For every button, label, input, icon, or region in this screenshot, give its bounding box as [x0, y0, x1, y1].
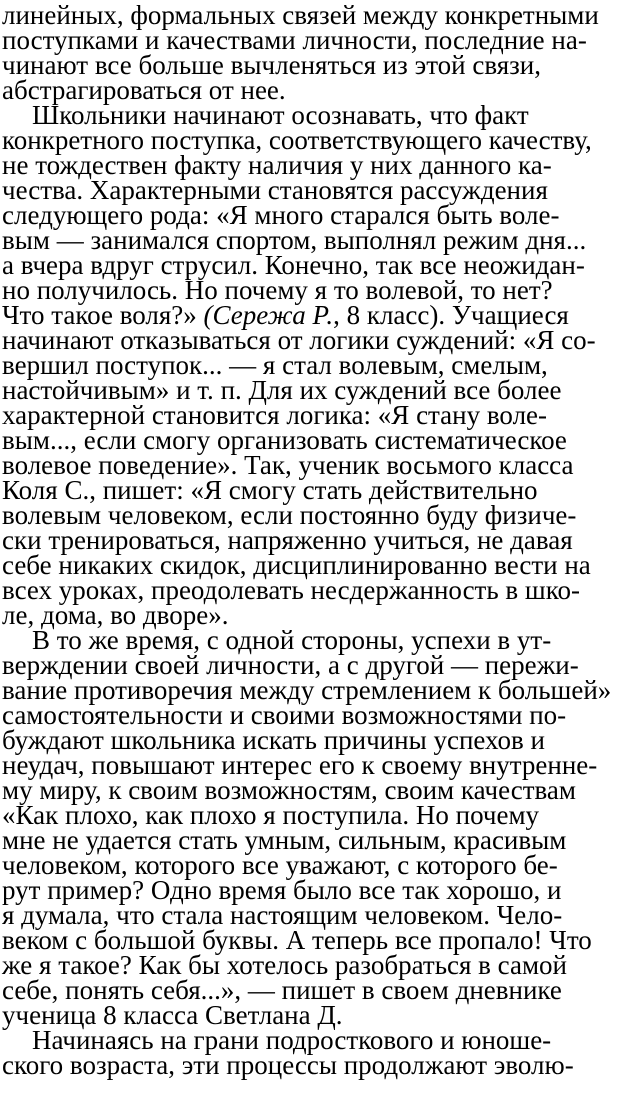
word: , [333, 300, 340, 330]
word: то [56, 625, 82, 655]
word: искать [242, 725, 317, 755]
word: я [262, 350, 276, 380]
word: своим [128, 775, 198, 805]
word: своему [381, 750, 463, 780]
word: себя...», [150, 975, 242, 1005]
word: «Я [216, 200, 248, 230]
word: Характерными [89, 175, 262, 205]
word: волевой, [365, 275, 464, 305]
word: бы [188, 950, 221, 980]
word: мне [2, 825, 46, 855]
word: рода: [149, 200, 210, 230]
word: вершил [2, 350, 89, 380]
word: большой [93, 925, 196, 955]
word: миру, [39, 775, 102, 805]
word: что [116, 900, 155, 930]
word: буждают [2, 725, 104, 755]
word: такое [51, 300, 113, 330]
word: них [370, 150, 413, 180]
word: поступила. [282, 800, 410, 830]
word: несдержанность [310, 575, 499, 605]
word: смогу [143, 425, 211, 455]
word: и [530, 725, 545, 755]
word: все [394, 925, 432, 955]
word: настоящим [229, 900, 358, 930]
word: и [440, 1025, 455, 1055]
word: своим [384, 775, 455, 805]
word: все [419, 250, 457, 280]
word: волевое [2, 450, 92, 480]
word: одной [225, 625, 295, 655]
word: поведение». [98, 450, 238, 480]
word: наличия [248, 150, 344, 180]
word: Коля [2, 475, 58, 505]
word: уроках, [58, 575, 145, 605]
word: ски [2, 525, 42, 555]
word: поступок... [95, 350, 223, 380]
word: линейных, [2, 0, 124, 30]
word: связей [282, 0, 357, 30]
word: воле- [499, 200, 560, 230]
word: Одно [150, 875, 212, 905]
word: вычленяться [230, 50, 376, 80]
word: дворе». [142, 600, 229, 630]
word: воля?» [119, 300, 197, 330]
word: смелым, [451, 350, 548, 380]
word: чества. [2, 175, 84, 205]
word: между [239, 675, 315, 705]
word: никаких [58, 550, 154, 580]
word: личности, [302, 25, 418, 55]
word: тренироваться, [48, 525, 221, 555]
word: теперь [312, 925, 389, 955]
word: «Как [2, 800, 59, 830]
word: внутренне- [469, 750, 598, 780]
word: Начинаясь [32, 1025, 154, 1055]
word: пишет [281, 975, 356, 1005]
word: напряженно [227, 525, 367, 555]
word: пропало! [438, 925, 543, 955]
word: другой [365, 650, 445, 680]
word: чинают [2, 50, 89, 80]
word: дисциплинированно [253, 550, 488, 580]
word: своими [250, 700, 335, 730]
word: Школьники [32, 100, 167, 130]
word: логики [309, 325, 390, 355]
word: класс). [366, 300, 446, 330]
word: Как [138, 950, 182, 980]
word: всех [2, 575, 53, 605]
word: ученик [298, 450, 380, 480]
word: а [327, 650, 340, 680]
word: повышают [91, 750, 215, 780]
word: неожидан- [463, 250, 585, 280]
word: пишет: [102, 475, 184, 505]
word: как [145, 800, 184, 830]
word: восьмого [386, 450, 492, 480]
word: не [2, 150, 29, 180]
word: А [285, 925, 306, 955]
word: возможностям, [204, 775, 378, 805]
word: которого [415, 850, 517, 880]
word: на [564, 550, 591, 580]
word: ле, [2, 600, 35, 630]
word: юноше- [461, 1025, 552, 1055]
word: вдруг [90, 250, 154, 280]
word: в [505, 575, 519, 605]
word: все [453, 375, 491, 405]
word-gap [175, 1050, 182, 1080]
word: эти [181, 1050, 220, 1080]
word: скидок, [159, 550, 247, 580]
word: спортом, [215, 225, 318, 255]
word: Конечно, [264, 250, 369, 280]
word: хотелось [226, 950, 329, 980]
word: что [429, 100, 468, 130]
word: Что [2, 300, 45, 330]
word: занимался [90, 225, 210, 255]
word: связи, [472, 50, 542, 80]
word: дня... [525, 225, 587, 255]
word: дома, [40, 600, 104, 630]
word: все [358, 875, 396, 905]
word: Для [248, 375, 293, 405]
word: струсил. [160, 250, 258, 280]
word: с [75, 925, 88, 955]
word: постоянно [299, 500, 420, 530]
word: человеком. [364, 900, 490, 930]
word: следующего [2, 200, 144, 230]
word: старался [330, 200, 430, 230]
word: ут- [516, 625, 552, 655]
word: подросткового [265, 1025, 434, 1055]
word: было [293, 875, 352, 905]
word: В [32, 625, 51, 655]
word: преодолевать [151, 575, 304, 605]
word: тождествен [35, 150, 168, 180]
word: из [382, 50, 408, 80]
word: красивым [453, 825, 567, 855]
word: от [208, 75, 234, 105]
word: со- [561, 325, 596, 355]
word: я [263, 800, 276, 830]
word: во [110, 600, 137, 630]
word: успехов [433, 725, 524, 755]
word: му [2, 775, 33, 805]
word: эволю- [493, 1050, 574, 1080]
word: почему [455, 800, 540, 830]
word: к [108, 775, 122, 805]
word-gap [63, 1050, 70, 1080]
word: грани [193, 1025, 259, 1055]
word: быть [436, 200, 493, 230]
word: личности, [206, 650, 322, 680]
word: рассуждения [399, 175, 548, 205]
word: поступками [2, 25, 139, 55]
word: «Я [377, 400, 410, 430]
word: верждении [2, 650, 128, 680]
word: если [83, 425, 137, 455]
word: пример? [47, 875, 145, 905]
word: действительно [368, 475, 538, 505]
word: Светлана [205, 1000, 311, 1030]
word: удается [85, 825, 172, 855]
word: разобраться [334, 950, 472, 980]
word: т. [197, 375, 214, 405]
word: процессы [226, 1050, 337, 1080]
word: же [88, 625, 119, 655]
word: воле- [486, 400, 548, 430]
word: с [346, 650, 359, 680]
word: плохо [189, 800, 257, 830]
word: в [497, 625, 511, 655]
word: Р. [312, 300, 334, 330]
word: выполнял [323, 225, 437, 255]
word: с [397, 850, 410, 880]
word: качеству, [488, 125, 592, 155]
word: буду [426, 500, 479, 530]
word: становится [151, 400, 280, 430]
word: хорошо, [446, 875, 541, 905]
word: формальных [130, 0, 276, 30]
word: С., [64, 475, 96, 505]
word: осознавать, [291, 100, 423, 130]
word: между [362, 0, 438, 30]
word: становятся [267, 175, 394, 205]
word: пережи- [484, 650, 579, 680]
word: интерес [221, 750, 313, 780]
word: думала, [21, 900, 110, 930]
word: стремлением [321, 675, 472, 705]
word: не [476, 525, 504, 555]
word: получилось. [36, 275, 178, 305]
word: суждений: [396, 325, 517, 355]
word: систематическое [374, 425, 567, 455]
word: «Я [190, 475, 222, 505]
word: вести [494, 550, 558, 580]
word: у [349, 150, 364, 180]
word: Но [415, 800, 449, 830]
word: почему [224, 275, 308, 305]
word: вым [2, 225, 50, 255]
word: Но [184, 275, 218, 305]
word: (Сережа [203, 300, 306, 330]
word: а [2, 250, 14, 280]
word: шко- [524, 575, 580, 605]
word: буквы. [202, 925, 280, 955]
word: п. [220, 375, 242, 405]
word: то [333, 275, 359, 305]
word: суждений [334, 375, 447, 405]
word: не [52, 825, 79, 855]
word: конкретными [444, 0, 599, 30]
word: более [497, 375, 562, 405]
word: человеком, [2, 850, 128, 880]
word: абстрагироваться [2, 75, 203, 105]
word: и [547, 875, 562, 905]
word: соответствующего [268, 125, 482, 155]
word: конкретного [2, 125, 144, 155]
word: возможностями [341, 700, 523, 730]
word: возраста, [69, 1050, 175, 1080]
word: 8 [346, 300, 361, 330]
word: себе [2, 550, 52, 580]
word: своем [381, 975, 449, 1005]
word: качествами [166, 25, 296, 55]
word: большей» [497, 675, 612, 705]
word: умным, [244, 825, 332, 855]
word: к [478, 675, 492, 705]
word: начинают [2, 325, 114, 355]
word: настойчивым» [2, 375, 170, 405]
word: волевым [2, 500, 102, 530]
word: уважают, [285, 850, 391, 880]
word: стану [416, 400, 481, 430]
word: давая [510, 525, 573, 555]
word: самостоятельности [2, 700, 223, 730]
word: все [241, 850, 279, 880]
word: характерной [2, 400, 146, 430]
word: которого [134, 850, 236, 880]
word: 8 [103, 1000, 117, 1030]
word: вчера [20, 250, 84, 280]
word: физиче- [484, 500, 577, 530]
word: Так, [244, 450, 292, 480]
word: смогу [228, 475, 296, 505]
word: к [361, 750, 375, 780]
word: и [144, 25, 160, 55]
word: стала [161, 900, 224, 930]
word: ка- [518, 150, 552, 180]
word: бе- [523, 850, 558, 880]
word: на- [551, 25, 587, 55]
word: факт [474, 100, 529, 130]
word: себе, [2, 975, 59, 1005]
word: — [229, 350, 257, 380]
word: — [247, 975, 275, 1005]
word: успехи [411, 625, 491, 655]
word: организовать [216, 425, 368, 455]
word: я [39, 950, 52, 980]
word: причины [323, 725, 427, 755]
word: но [2, 275, 30, 305]
word: понять [65, 975, 145, 1005]
word: вым..., [2, 425, 77, 455]
word: по- [529, 700, 567, 730]
word: если [240, 500, 293, 530]
word: качествам [460, 775, 576, 805]
word: противоречия [74, 675, 233, 705]
word: своей [134, 650, 200, 680]
word: от [277, 325, 303, 355]
word: поступка, [150, 125, 263, 155]
word: то [470, 275, 496, 305]
word: начинают [173, 100, 285, 130]
word: же [2, 950, 33, 980]
word: школьника [110, 725, 236, 755]
word: больше [138, 50, 224, 80]
word-gap [337, 1050, 344, 1080]
word: неудач, [2, 750, 85, 780]
word: логика: [286, 400, 372, 430]
word: режим [442, 225, 519, 255]
word: факту [174, 150, 242, 180]
word: такое? [58, 950, 132, 980]
word: отказываться [120, 325, 271, 355]
word: все [94, 50, 132, 80]
word: и [176, 375, 191, 405]
word: стать [178, 825, 238, 855]
word: в [478, 950, 491, 980]
word: волевым, [338, 350, 445, 380]
word: их [299, 375, 328, 405]
word: так [375, 250, 413, 280]
word: я [314, 275, 328, 305]
word: я [2, 900, 15, 930]
word: — [450, 650, 478, 680]
word: в [361, 975, 375, 1005]
word: так [402, 875, 440, 905]
word: учиться, [373, 525, 471, 555]
text-segment [2, 1050, 574, 1080]
word: с [206, 625, 219, 655]
word: его [318, 750, 355, 780]
word: плохо, [65, 800, 139, 830]
word: нее. [240, 75, 286, 105]
word-gap [487, 1050, 494, 1080]
word: самой [497, 950, 568, 980]
word: класса [123, 1000, 199, 1030]
word: класса [498, 450, 574, 480]
text-line [2, 1050, 616, 1080]
word: данного [419, 150, 512, 180]
word: этой [414, 50, 466, 80]
word: время, [125, 625, 201, 655]
word: стороны, [301, 625, 405, 655]
word: человеком, [107, 500, 234, 530]
word: последние [424, 25, 545, 55]
word: «Я [522, 325, 555, 355]
word: стать [302, 475, 363, 505]
word: Д. [317, 1000, 343, 1030]
word: на [160, 1025, 187, 1055]
word: ского [2, 1050, 64, 1080]
word: Учащиеся [451, 300, 569, 330]
word: — [56, 225, 84, 255]
word: вание [2, 675, 68, 705]
word: и [229, 700, 245, 730]
word: время [218, 875, 287, 905]
word: много [254, 200, 324, 230]
word: веком [2, 925, 69, 955]
word: сильным, [337, 825, 447, 855]
word: рут [2, 875, 41, 905]
word: ученица [2, 1000, 97, 1030]
word: стал [282, 350, 332, 380]
word: Что [549, 925, 592, 955]
word: продолжают [343, 1050, 487, 1080]
word: Чело- [496, 900, 563, 930]
word: дневнике [455, 975, 562, 1005]
word: нет? [502, 275, 553, 305]
